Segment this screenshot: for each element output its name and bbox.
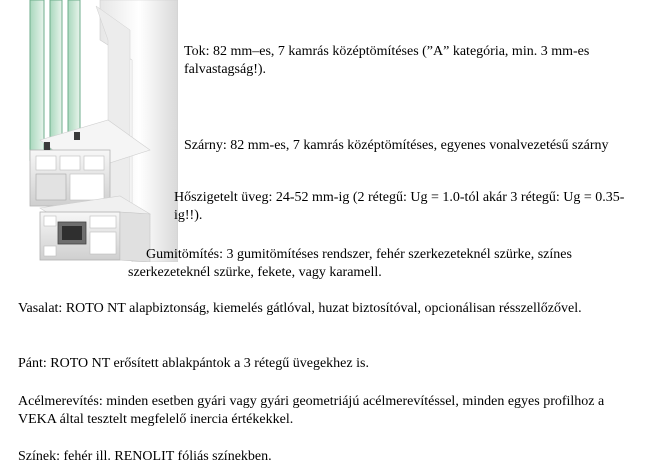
colors-description: Színek: fehér ill. RENOLIT fóliás színekben.: [18, 449, 272, 464]
gasket-1: [44, 142, 50, 150]
gasket-description: Gumitömítés: 3 gumitömítéses rendszer, fehér szerkezeteknél szürke, színes szerkezeteknél szürke, fekete, vagy karamell.: [128, 247, 572, 280]
hardware-description: Vasalat: ROTO NT alapbiztonság, kiemelés gátlóval, huzat biztosítóval, opcionálisan résszellőzővel.: [18, 301, 582, 316]
glass-description: Hőszigetelt üveg: 24-52 mm-ig (2 rétegű: Ug = 1.0-tól akár 3 rétegű: Ug = 0.35-ig!!).: [174, 190, 625, 223]
glass-pane-1: [30, 0, 44, 160]
glass-pane-3: [68, 0, 80, 140]
window-profile-image: [0, 0, 178, 262]
glass-pane-2: [50, 0, 62, 150]
steel-reinforcement-description: Acélmerevítés: minden esetben gyári vagy gyári geometriájú acélmerevítéssel, minden egyes profilhoz a VEKA által tesztelt megfelelő inercia értékekkel.: [18, 394, 605, 427]
frame-description: Tok: 82 mm–es, 7 kamrás középtömítéses (”A” kategória, min. 3 mm-es falvastagság!).: [184, 44, 590, 77]
hinge-description: Pánt: ROTO NT erősített ablakpántok a 3 rétegű üvegekhez is.: [18, 356, 369, 371]
gasket-2: [74, 132, 80, 140]
sash-description: Szárny: 82 mm-es, 7 kamrás középtömítéses, egyenes vonalvezetésű szárny: [184, 138, 609, 153]
